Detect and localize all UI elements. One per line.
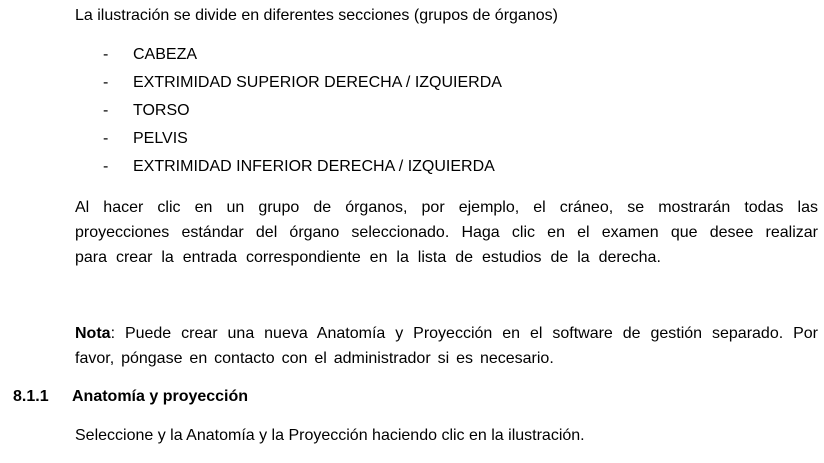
section-number: 8.1.1: [13, 388, 49, 405]
dash-bullet: -: [103, 158, 109, 175]
list-item-label: EXTRIMIDAD INFERIOR DERECHA / IZQUIERDA: [133, 158, 495, 175]
dash-bullet: -: [103, 74, 109, 91]
list-item-label: TORSO: [133, 102, 190, 119]
section-heading: [13, 384, 248, 409]
list-item-label: EXTRIMIDAD SUPERIOR DERECHA / IZQUIERDA: [133, 74, 502, 91]
list-item: [103, 69, 502, 97]
organ-group-list: [103, 41, 502, 181]
dash-bullet: -: [103, 102, 109, 119]
intro-paragraph: La ilustración se divide en diferentes secciones (grupos de órganos): [75, 7, 558, 24]
list-item: [103, 41, 502, 69]
list-item-label: PELVIS: [133, 130, 188, 147]
list-item: [103, 153, 502, 181]
note-paragraph: [75, 321, 818, 371]
dash-bullet: -: [103, 130, 109, 147]
dash-bullet: -: [103, 46, 109, 63]
list-item-label: CABEZA: [133, 46, 198, 63]
list-item: [103, 125, 502, 153]
list-item: [103, 97, 502, 125]
section-title: Anatomía y proyección: [72, 388, 249, 405]
note-text: : Puede crear una nueva Anatomía y Proyección en el software de gestión separado. Por favor, póngase en contacto con el administrador si es necesario.: [75, 325, 818, 367]
click-instructions-paragraph: Al hacer clic en un grupo de órganos, por ejemplo, el cráneo, se mostrarán todas las proyecciones estándar del órgano seleccionado. Haga clic en el examen que desee realizar para crear la entrada correspondiente en la lista de estudios de la derecha.: [75, 199, 818, 266]
note-label: Nota: [75, 325, 111, 342]
select-instruction-paragraph: Seleccione y la Anatomía y la Proyección haciendo clic en la ilustración.: [75, 427, 585, 444]
